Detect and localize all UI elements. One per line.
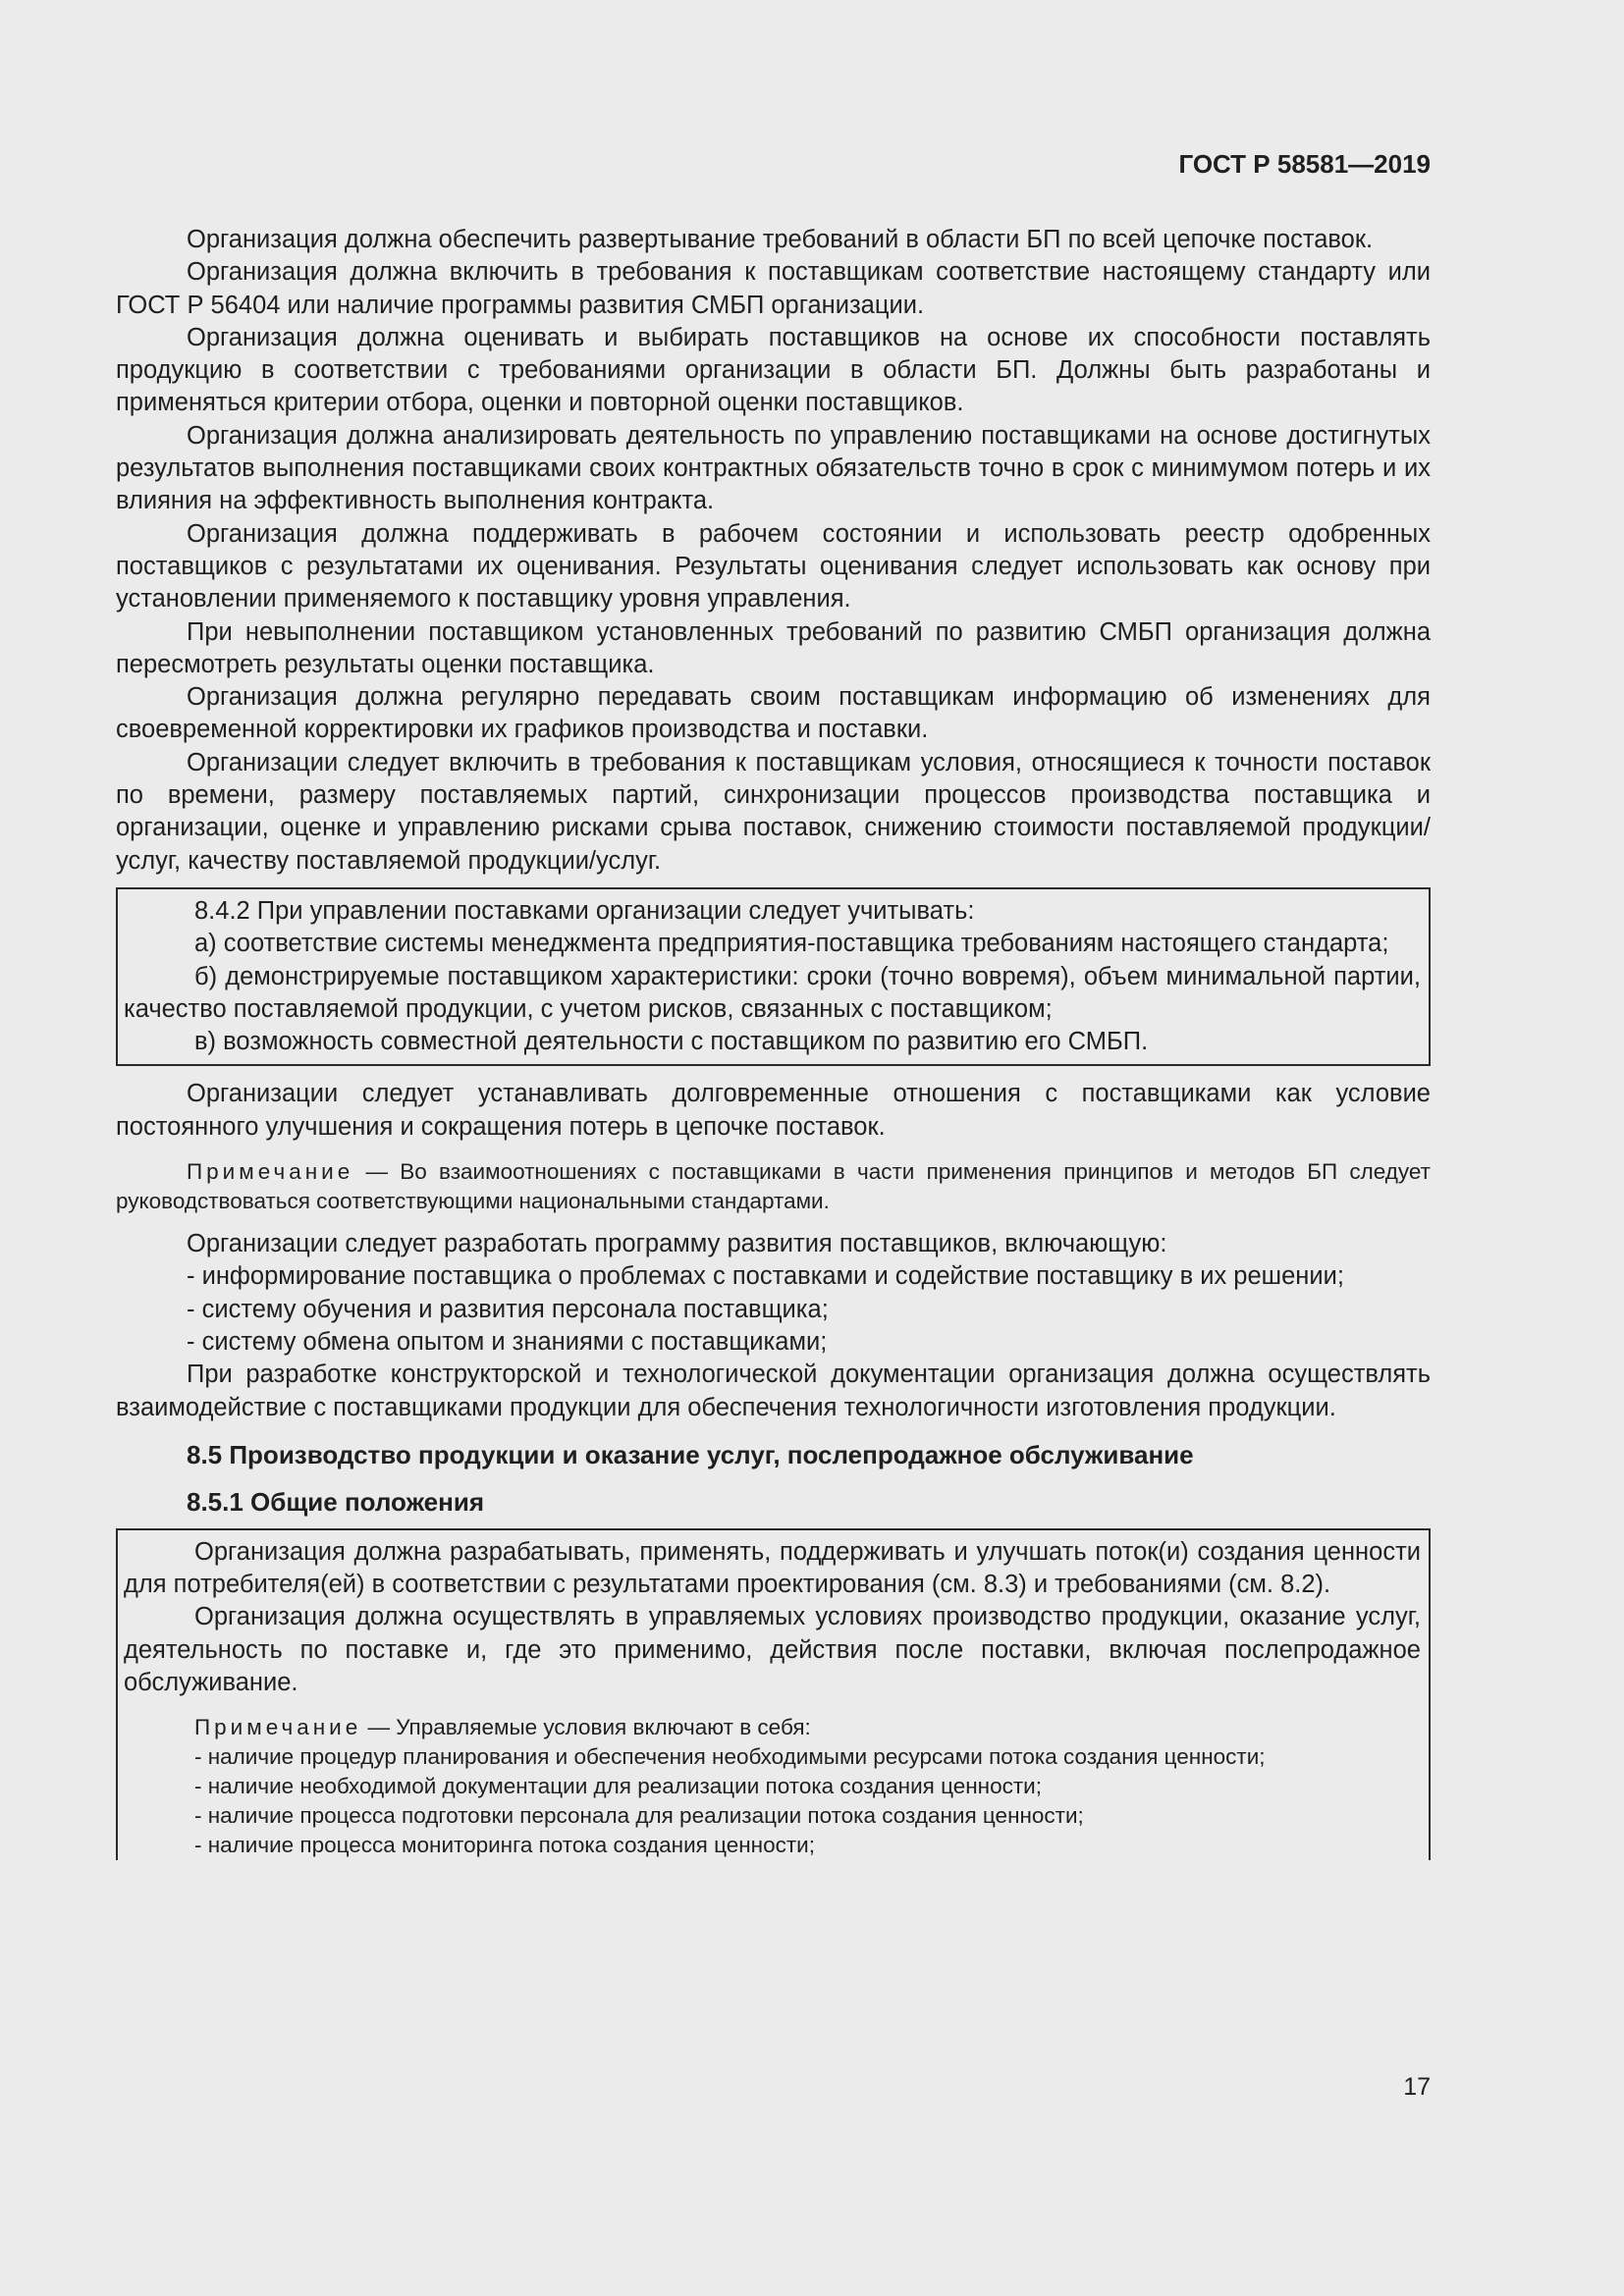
- boxed-clause-8-5-1: [116, 1528, 1431, 1860]
- paragraph: Организация должна включить в требования к поставщикам соответствие настоящему стандарту или ГОСТ Р 56404 или наличие программы развития СМБП организации.: [116, 258, 1431, 319]
- paragraph: Организация должна обеспечить развертывание требований в области БП по всей цепочке поставок.: [187, 226, 1374, 253]
- list-item: - систему обмена опытом и знаниями с поставщиками;: [187, 1327, 828, 1356]
- list-item: в) возможность совместной деятельности с поставщиком по развитию его СМБП.: [194, 1028, 1149, 1056]
- note: [124, 1713, 1421, 1860]
- note-list-item: - наличие процесса подготовки персонала для реализации потока создания ценности;: [194, 1803, 1084, 1829]
- list-item: - систему обучения и развития персонала поставщика;: [187, 1295, 829, 1323]
- paragraph: Организация должна осуществлять в управляемых условиях производство продукции, оказание услуг, деятельность по поставке и, где это применимо, действия после поставки, включая послепродажное обслуживание.: [124, 1603, 1421, 1696]
- paragraph: Организация должна регулярно передавать своим поставщикам информацию об изменениях для своевременной корректировки их графиков производства и поставки.: [116, 683, 1431, 744]
- paragraph: Организации следует устанавливать долговременные отношения с поставщиками как условие постоянного улучшения и сокращения потерь в цепочке поставок.: [116, 1080, 1431, 1141]
- list-item: б) демонстрируемые поставщиком характеристики: сроки (точно вовремя), объем минимальной партии, качество поставляемой продукции, с учетом рисков, связанных с поставщиком;: [124, 962, 1421, 1023]
- note: [116, 1157, 1431, 1216]
- list-item: а) соответствие системы менеджмента предприятия-поставщика требованиям настоящего стандарта;: [194, 930, 1389, 958]
- note-label: Примечание: [187, 1159, 354, 1185]
- paragraph: Организация должна разрабатывать, применять, поддерживать и улучшать поток(и) создания ценности для потребителя(ей) в соответствии с результатами проектирования (см. 8.3) и требованиями (см. 8.2).: [124, 1537, 1421, 1599]
- paragraph: Организация должна оценивать и выбирать поставщиков на основе их способности поставлять продукцию в соответствии с требованиями организации в области БП. Должны быть разработаны и применяться критерии отбора, оценки и повторной оценки поставщиков.: [116, 323, 1431, 417]
- list-item: - информирование поставщика о проблемах с поставками и содействие поставщику в их решении;: [187, 1262, 1344, 1291]
- document-code: ГОСТ Р 58581—2019: [1178, 149, 1431, 179]
- note-text: — Управляемые условия включают в себя:: [361, 1715, 811, 1740]
- paragraph: Организация должна анализировать деятельность по управлению поставщиками на основе достигнутых результатов выполнения поставщиками своих контрактных обязательств точно в срок с минимумом потерь и их влияния на эффективность выполнения контракта.: [116, 421, 1431, 515]
- note-list-item: - наличие процесса мониторинга потока создания ценности;: [194, 1833, 815, 1858]
- paragraph: Организация должна поддерживать в рабочем состоянии и использовать реестр одобренных поставщиков с результатами их оценивания. Результаты оценивания следует использовать как основу при установлении применяемого к поставщику уровня управления.: [116, 519, 1431, 614]
- section-heading: 8.5 Производство продукции и оказание услуг, послепродажное обслуживание: [187, 1439, 1194, 1469]
- paragraph: Организации следует разработать программу развития поставщиков, включающую:: [187, 1230, 1167, 1258]
- page-content: [116, 224, 1431, 1860]
- note-list-item: - наличие необходимой документации для реализации потока создания ценности;: [194, 1774, 1042, 1799]
- subsection-heading: 8.5.1 Общие положения: [187, 1486, 484, 1517]
- paragraph: При разработке конструкторской и технологической документации организация должна осуществлять взаимодействие с поставщиками продукции для обеспечения технологичности изготовления продукции.: [116, 1361, 1431, 1421]
- boxed-clause-8-4-2: [116, 887, 1431, 1066]
- page-number: 17: [1403, 2073, 1431, 2101]
- paragraph: Организации следует включить в требования к поставщикам условия, относящиеся к точности поставок по времени, размеру поставляемых партий, синхронизации процессов производства поставщика и организации, оценке и управлению рисками срыва поставок, снижению стоимости поставляемой продукции/услуг, качеству поставляемой продукции/услуг.: [116, 748, 1431, 875]
- note-text: — Во взаимоотношениях с поставщиками в части применения принципов и методов БП следует руководствоваться соответствующими национальными стандартами.: [116, 1159, 1431, 1214]
- note-label: Примечание: [194, 1715, 362, 1740]
- note-list-item: - наличие процедур планирования и обеспечения необходимыми ресурсами потока создания ценности;: [194, 1744, 1266, 1770]
- paragraph: При невыполнении поставщиком установленных требований по развитию СМБП организация должна пересмотреть результаты оценки поставщика.: [116, 617, 1431, 678]
- clause-heading: 8.4.2 При управлении поставками организации следует учитывать:: [194, 896, 975, 925]
